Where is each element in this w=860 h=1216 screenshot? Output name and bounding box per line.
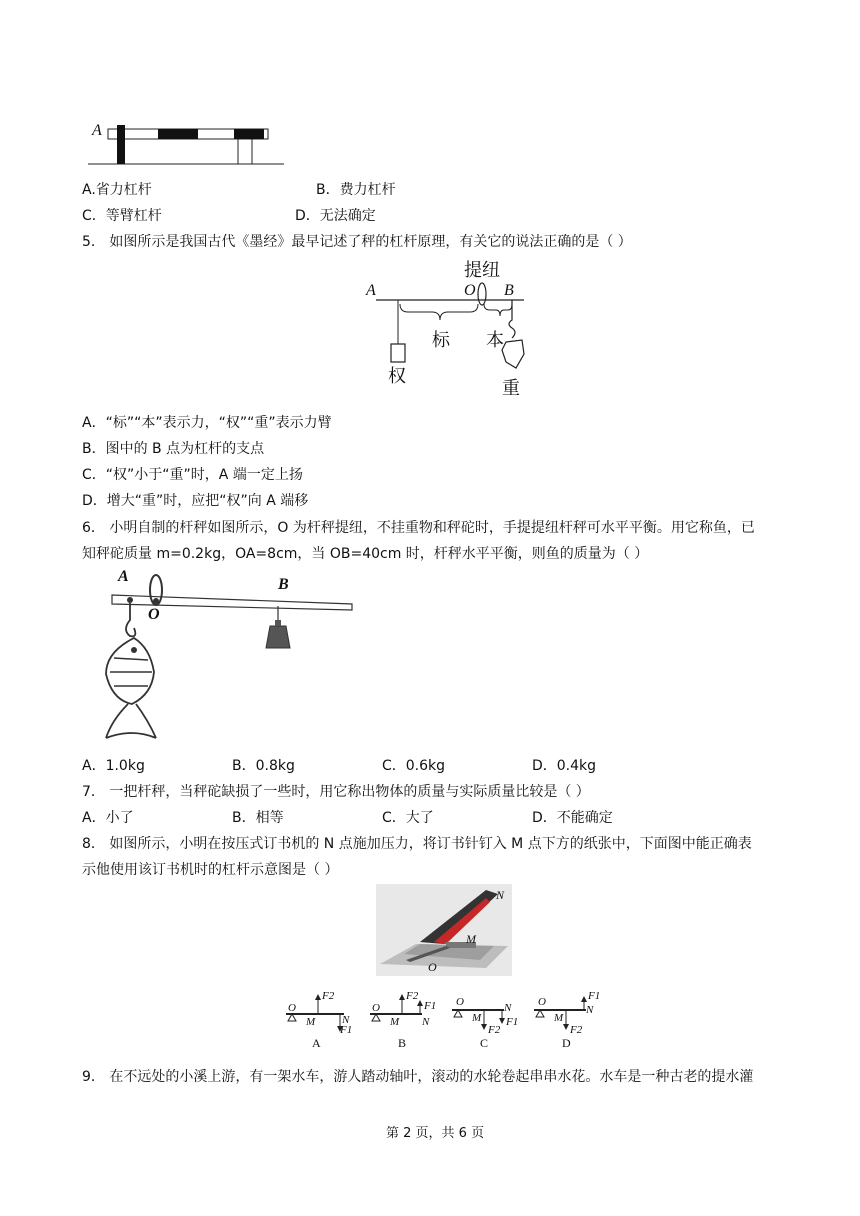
q6-option-b: B．0.8kg	[232, 758, 295, 774]
q7-option-d: D．不能确定	[532, 810, 613, 826]
ben-label: 本	[486, 330, 504, 351]
point-n-label: N	[504, 1002, 512, 1014]
q5-option-a: A．“标”“本”表示力，“权”“重”表示力臂	[82, 415, 332, 431]
stapler-drawing	[376, 884, 512, 976]
quan-label: 权	[388, 366, 406, 387]
point-m-label: M	[472, 1012, 482, 1024]
q4-option-b: B．费力杠杆	[316, 182, 396, 198]
force-top-label: F1	[588, 990, 601, 1002]
lever-diagram-d	[530, 990, 602, 1050]
page-number: 第 2 页，共 6 页	[386, 1126, 485, 1141]
q4-option-d: D．无法确定	[295, 208, 376, 224]
q8-stem-line2: 示他使用该订书机时的杠杆示意图是（ ）	[82, 862, 339, 878]
lifting-cord-label: 提纽	[464, 260, 500, 281]
q7-stem: 7． 一把杆秤，当秤砣缺损了一些时，用它称出物体的质量与实际质量比较是（ ）	[82, 784, 590, 800]
q6-stem-line1: 6． 小明自制的杆秤如图所示，O 为杆秤提纽，不挂重物和秤砣时，手提提纽杆秤可水平平衡。用它称鱼，已	[82, 520, 755, 536]
force-top-label: F2	[488, 1024, 501, 1036]
barrier-gate-figure	[88, 120, 288, 170]
q5-option-d: D．增大“重”时，应把“权”向 A 端移	[82, 493, 309, 509]
diagram-caption: B	[398, 1036, 407, 1050]
q6-option-a: A．1.0kg	[82, 758, 145, 774]
q9-stem: 9． 在不远处的小溪上游，有一架水车，游人踏动轴叶，滚动的水轮卷起串串水花。水车是一种古老的提水灌	[82, 1069, 754, 1085]
point-a-label: A	[366, 282, 376, 299]
point-m-label: M	[466, 932, 476, 946]
point-a-label: A	[118, 568, 129, 585]
q7-option-c: C．大了	[382, 810, 434, 826]
barrier-gate-drawing	[88, 120, 288, 170]
lever-diagram-b	[366, 990, 438, 1050]
point-a-label: A	[92, 122, 102, 139]
force-top-label: F2	[406, 990, 419, 1002]
point-o-label: O	[148, 606, 160, 623]
point-n-label: N	[496, 888, 505, 902]
q7-option-b: B．相等	[232, 810, 284, 826]
q5-option-b: B．图中的 B 点为杠杆的支点	[82, 441, 265, 457]
point-n-label: N	[422, 1016, 430, 1028]
q5-stem: 5． 如图所示是我国古代《墨经》最早记述了秤的杠杆原理，有关它的说法正确的是（ ）	[82, 234, 632, 250]
steelyard-mojing-figure	[360, 256, 540, 401]
q7-option-a: A．小了	[82, 810, 134, 826]
point-n-label: N	[586, 1004, 594, 1016]
force-top-label: F2	[322, 990, 335, 1002]
fish-steelyard-figure	[82, 568, 357, 748]
point-b-label: B	[504, 282, 514, 299]
q6-option-c: C．0.6kg	[382, 758, 446, 774]
q4-option-a: A.省力杠杆	[82, 182, 152, 198]
point-o-label: O	[372, 1002, 380, 1014]
q6-stem-line2: 知秤砣质量 m=0.2kg，OA=8cm，当 OB=40cm 时，杆秤水平平衡，则鱼的质量为（ ）	[82, 546, 649, 562]
point-n-label: N	[342, 1014, 350, 1026]
fish-steelyard-drawing	[82, 568, 357, 748]
point-m-label: M	[390, 1016, 400, 1028]
force-bottom-label: F2	[570, 1024, 583, 1036]
q5-option-c: C．“权”小于“重”时，A 端一定上扬	[82, 467, 303, 483]
point-o-label: O	[288, 1002, 296, 1014]
biao-label: 标	[432, 330, 450, 351]
diagram-caption: A	[312, 1036, 321, 1050]
point-b-label: B	[278, 576, 289, 593]
force-bottom-label: F1	[506, 1016, 519, 1028]
point-o-label: O	[538, 996, 546, 1008]
q6-option-d: D．0.4kg	[532, 758, 597, 774]
lever-diagram-c	[448, 990, 520, 1050]
point-m-label: M	[554, 1012, 564, 1024]
force-bottom-label: F1	[340, 1024, 353, 1036]
q8-stem-line1: 8． 如图所示，小明在按压式订书机的 N 点施加压力，将订书针钉入 M 点下方的纸张中，下面图中能正确表	[82, 836, 752, 852]
force-bottom-label: F1	[424, 1000, 437, 1012]
q4-option-c: C．等臂杠杆	[82, 208, 162, 224]
diagram-caption: D	[562, 1036, 571, 1050]
point-o-label: O	[464, 282, 476, 299]
point-o-label: O	[456, 996, 464, 1008]
zhong-label: 重	[502, 378, 520, 399]
diagram-caption: C	[480, 1036, 489, 1050]
point-m-label: M	[306, 1016, 316, 1028]
lever-diagram-a	[282, 990, 354, 1050]
stapler-photo	[376, 884, 512, 976]
point-o-label: O	[428, 960, 437, 974]
